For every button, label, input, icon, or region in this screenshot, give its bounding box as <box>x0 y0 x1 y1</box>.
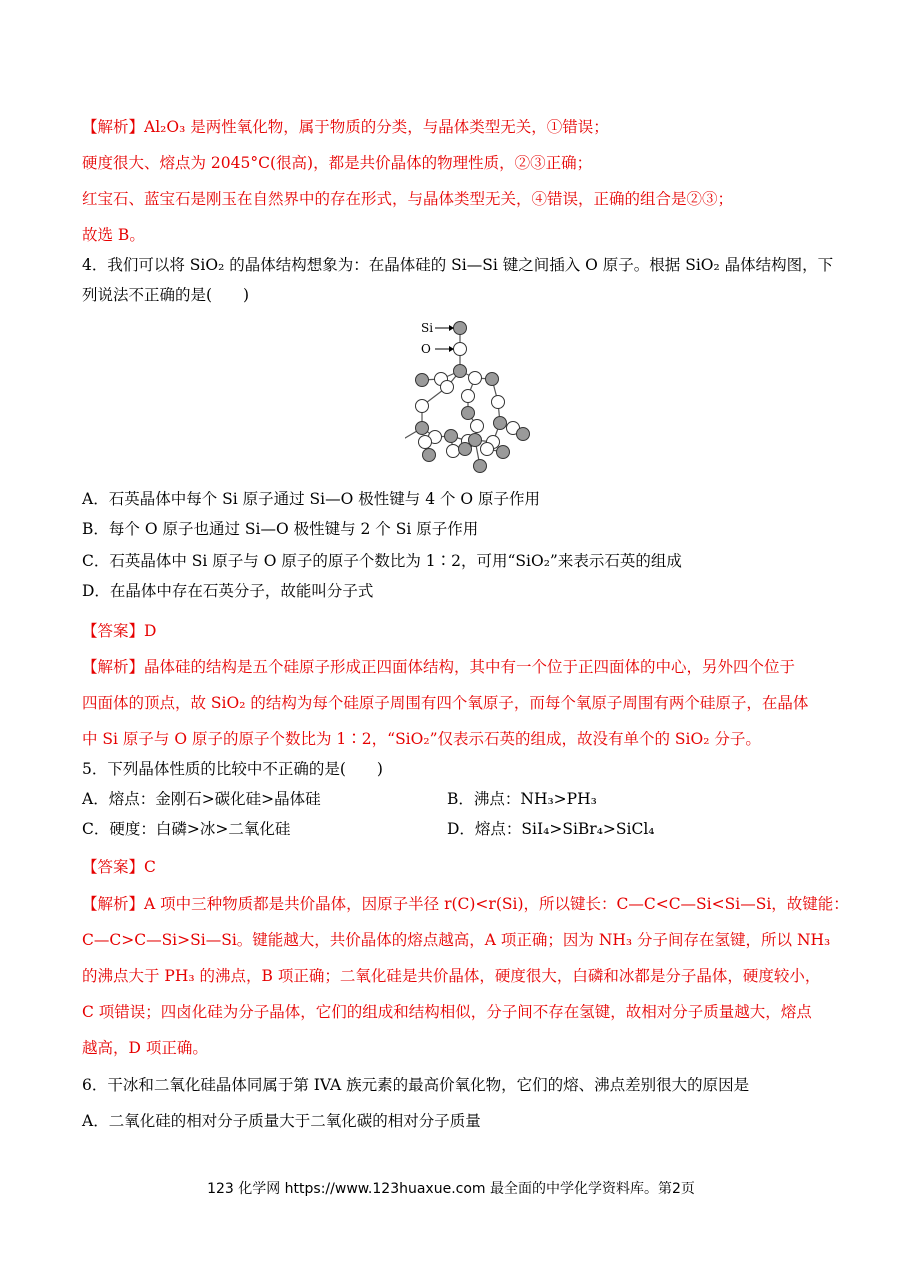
q5-option-d: D．熔点：SiI₄>SiBr₄>SiCl₄ <box>447 820 655 838</box>
legend-si-arrowhead <box>449 325 454 331</box>
q4-answer: 【答案】D <box>82 622 157 640</box>
atom-si <box>445 430 458 443</box>
atom-si <box>497 446 510 459</box>
jiexi-line-3: 红宝石、蓝宝石是刚玉在自然界中的存在形式，与晶体类型无关，④错误，正确的组合是②③； <box>82 190 734 208</box>
legend-o-arrowhead <box>449 346 454 352</box>
atom-si <box>454 365 467 378</box>
q5-options-row-1 <box>82 788 842 810</box>
atom-si <box>486 373 499 386</box>
atom-o <box>416 400 429 413</box>
q4-option-d: D．在晶体中存在石英分子，故能叫分子式 <box>82 582 374 600</box>
q5-exp-label: 【解析】 <box>82 895 145 913</box>
atom-si <box>494 417 507 430</box>
q5-explanation-line-3: 的沸点大于 PH₃ 的沸点，B 项正确；二氧化硅是共价晶体，硬度很大，白磷和冰都是分子晶体，硬度较小， <box>82 967 821 985</box>
q4-explanation-line-3: 中 Si 原子与 O 原子的原子个数比为 1∶2，“SiO₂”仅表示石英的组成，故没有单个的 SiO₂ 分子。 <box>82 730 761 748</box>
atom-o <box>441 381 454 394</box>
q5-stem: 5．下列晶体性质的比较中不正确的是( ) <box>82 760 383 778</box>
jiexi-line-2: 硬度很大、熔点为 2045°C(很高)，都是共价晶体的物理性质，②③正确； <box>82 154 593 172</box>
jiexi-label: 【解析】 <box>82 118 145 136</box>
q4-option-a: A．石英晶体中每个 Si 原子通过 Si—O 极性键与 4 个 O 原子作用 <box>82 490 541 508</box>
jiexi-line-1: 【解析】Al₂O₃ 是两性氧化物，属于物质的分类，与晶体类型无关，①错误； <box>82 118 609 136</box>
atom-si <box>423 449 436 462</box>
page-footer: 123 化学网 https://www.123huaxue.com 最全面的中学化学资料库。第2页 <box>207 1181 695 1197</box>
q4-explanation-line-2: 四面体的顶点，故 SiO₂ 的结构为每个硅原子周围有四个氧原子，而每个氧原子周围有两个硅原子，在晶体 <box>82 694 809 712</box>
sio2-structure-diagram <box>405 316 545 478</box>
atom-si <box>517 428 530 441</box>
q5-explanation-line-4: C 项错误；四卤化硅为分子晶体，它们的组成和结构相似，分子间不存在氢键，故相对分子质量越大，熔点 <box>82 1003 812 1021</box>
q5-explanation-line-1: 【解析】A 项中三种物质都是共价晶体，因原子半径 r(C)<r(Si)，所以键长：C—C<C—Si<Si—Si，故键能： <box>82 895 849 913</box>
atom-o <box>447 445 460 458</box>
legend-si-label: Si <box>421 321 434 335</box>
q4-stem-line-2: 列说法不正确的是( ) <box>82 286 250 304</box>
atom-o <box>481 443 494 456</box>
atom-si <box>454 322 467 335</box>
q5-explanation-line-5: 越高，D 项正确。 <box>82 1039 208 1057</box>
atom-o <box>471 420 484 433</box>
jiexi-line-4: 故选 B。 <box>82 226 145 244</box>
q5-answer: 【答案】C <box>82 858 156 876</box>
q6-stem: 6．干冰和二氧化硅晶体同属于第 IVA 族元素的最高价氧化物，它们的熔、沸点差别很大的原因是 <box>82 1076 750 1094</box>
atom-si <box>416 374 429 387</box>
atom-si <box>474 460 487 473</box>
legend-o-label: O <box>421 342 431 356</box>
q5-explanation-line-2: C—C>C—Si>Si—Si。键能越大，共价晶体的熔点越高，A 项正确；因为 NH₃ 分子间存在氢键，所以 NH₃ <box>82 931 831 949</box>
q4-option-c: C．石英晶体中 Si 原子与 O 原子的原子个数比为 1∶2，可用“SiO₂”来表示石英的组成 <box>82 552 682 570</box>
atom-o <box>492 396 505 409</box>
q4-exp-label: 【解析】 <box>82 658 145 676</box>
atom-o <box>419 436 432 449</box>
atom-si <box>459 443 472 456</box>
q6-option-a: A．二氧化硅的相对分子质量大于二氧化碳的相对分子质量 <box>82 1112 481 1130</box>
atom-si <box>416 422 429 435</box>
atom-o <box>469 372 482 385</box>
atom-si <box>469 434 482 447</box>
q5-option-a: A．熔点：金刚石>碳化硅>晶体硅 <box>82 790 321 808</box>
q5-option-b: B．沸点：NH₃>PH₃ <box>447 790 597 808</box>
q4-explanation-line-1: 【解析】晶体硅的结构是五个硅原子形成正四面体结构，其中有一个位于正四面体的中心，另外四个位于 <box>82 658 796 676</box>
atom-si <box>462 407 475 420</box>
q5-options-row-2 <box>82 818 842 840</box>
q4-option-b: B．每个 O 原子也通过 Si—O 极性键与 2 个 Si 原子作用 <box>82 520 479 538</box>
atom-o <box>462 390 475 403</box>
q5-option-c: C．硬度：白磷>冰>二氧化硅 <box>82 820 291 838</box>
q4-stem-line-1: 4．我们可以将 SiO₂ 的晶体结构想象为：在晶体硅的 Si—Si 键之间插入 O 原子。根据 SiO₂ 晶体结构图，下 <box>82 256 834 274</box>
atom-o <box>454 343 467 356</box>
atoms <box>416 322 530 473</box>
